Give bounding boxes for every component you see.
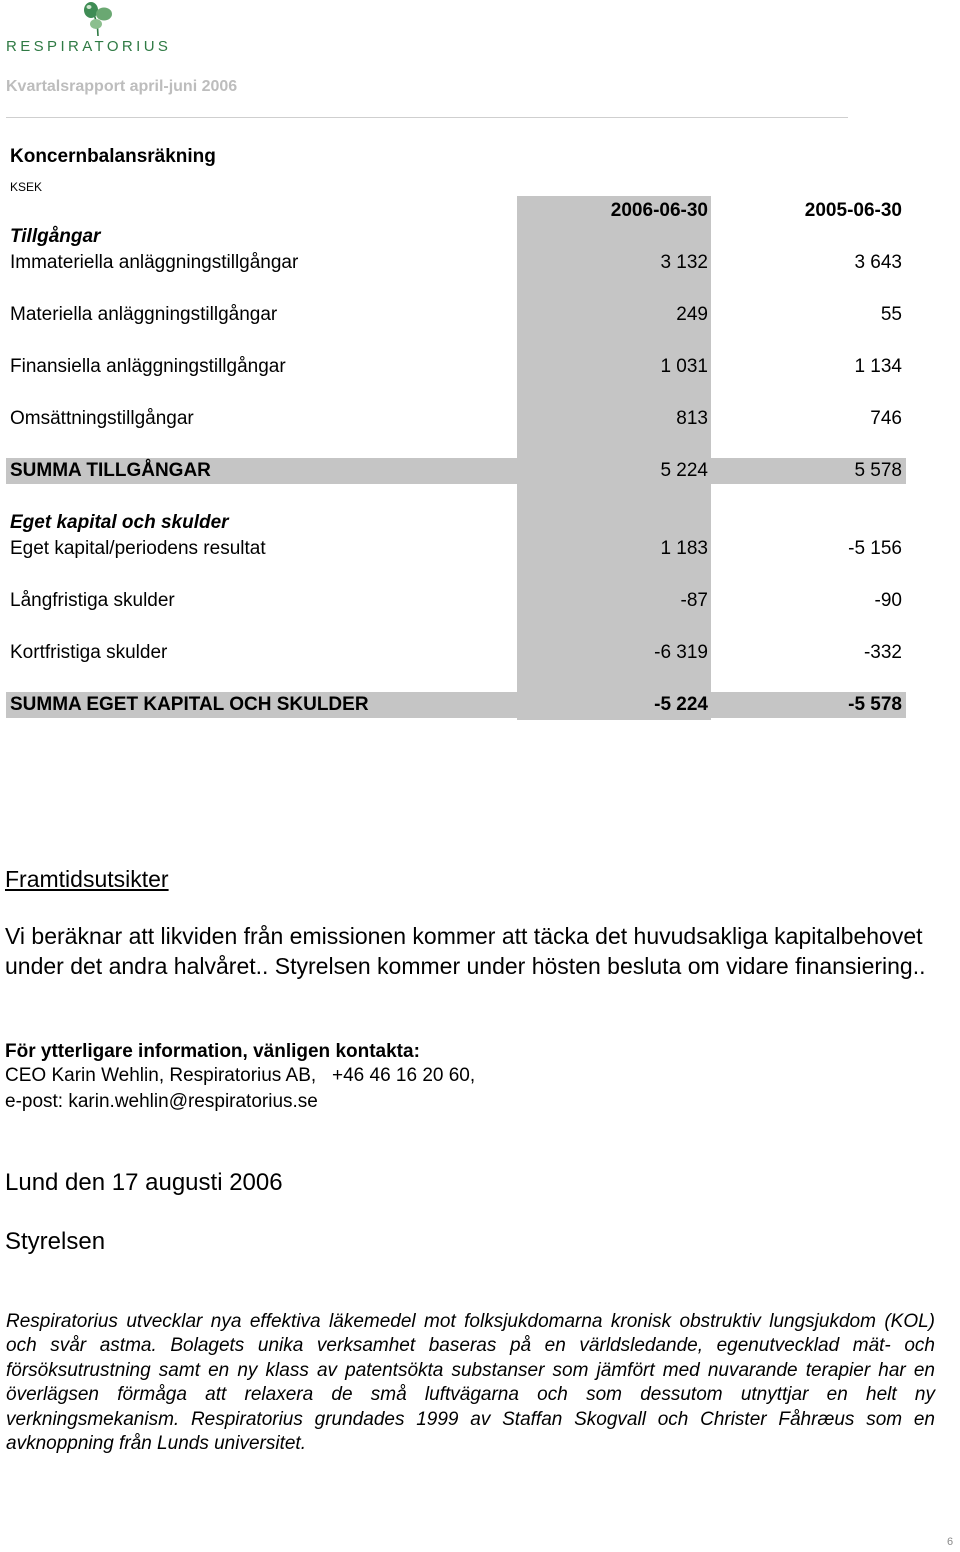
total-equity-liabilities-label: SUMMA EGET KAPITAL OCH SKULDER: [10, 694, 369, 715]
table-cell-2005: -332: [863, 642, 902, 663]
unit-label: KSEK: [10, 180, 43, 194]
table-cell-2005: 1 134: [854, 356, 902, 377]
header-divider: [6, 117, 848, 118]
place-and-date: Lund den 17 augusti 2006: [5, 1169, 283, 1196]
contact-heading: För ytterligare information, vänligen kontakta:: [5, 1041, 420, 1062]
contact-person: CEO Karin Wehlin, Respiratorius AB, +46 46 16 20 60,: [5, 1065, 476, 1086]
table-row-label: Immateriella anläggningstillgångar: [10, 252, 299, 273]
outlook-paragraph: Vi beräknar att likviden från emissionen kommer att täcka det huvudsakliga kapitalbehovet under det andra halvåret.. Styrelsen kommer under hösten besluta om vidare finansiering..: [5, 923, 926, 979]
outlook-heading: Framtidsutsikter: [5, 866, 169, 892]
contact-email: e-post: karin.wehlin@respiratorius.se: [5, 1091, 318, 1112]
brand-name: RESPIRATORIUS: [6, 38, 172, 55]
report-title: Kvartalsrapport april-juni 2006: [6, 78, 238, 95]
page-number: 6: [947, 1536, 954, 1548]
table-cell-2006: 1 031: [660, 356, 708, 377]
balance-sheet-title: Koncernbalansräkning: [10, 146, 216, 167]
total-assets-2006: 5 224: [660, 460, 708, 481]
table-cell-2006: 3 132: [660, 252, 708, 273]
table-cell-2005: -90: [874, 590, 902, 611]
table-row-label: Långfristiga skulder: [10, 590, 175, 611]
table-cell-2005: -5 156: [848, 538, 902, 559]
table-row-label: Finansiella anläggningstillgångar: [10, 356, 286, 377]
table-cell-2006: 813: [676, 408, 708, 429]
respiratorius-logo-icon: [76, 0, 120, 40]
table-row-label: Materiella anläggningstillgångar: [10, 304, 278, 325]
assets-heading: Tillgångar: [10, 226, 101, 247]
total-assets-label: SUMMA TILLGÅNGAR: [10, 460, 211, 481]
total-assets-2005: 5 578: [854, 460, 902, 481]
column-header-2005: 2005-06-30: [804, 200, 902, 221]
table-cell-2005: 55: [880, 304, 902, 325]
total-equity-liabilities-2005: -5 578: [848, 694, 902, 715]
equity-liabilities-heading: Eget kapital och skulder: [10, 512, 229, 533]
total-equity-liabilities-2006: -5 224: [654, 694, 708, 715]
table-cell-2006: 249: [676, 304, 708, 325]
signatory: Styrelsen: [5, 1228, 106, 1255]
table-cell-2006: -6 319: [654, 642, 708, 663]
company-description: Respiratorius utvecklar nya effektiva läkemedel mot folksjukdomarna kronisk obstruktiv lungsjukdom (KOL) och svår astma. Bolagets unika verksamhet baseras på en världsledande, egenutvecklad mät- och försöksutrustning samt en ny klass av patentsökta substanser som jämfört med nuvarande terapier har en överlägsen förmåga att relaxera de små luftvägarna och som dessutom utnyttjar en helt ny verkningsmekanism. Respiratorius grundades 1999 av Staffan Skogvall och Christer Fåhræus som en avknoppning från Lunds universitet.: [6, 1311, 935, 1455]
table-cell-2005: 746: [870, 408, 902, 429]
table-cell-2006: 1 183: [660, 538, 708, 559]
column-header-2006: 2006-06-30: [610, 200, 708, 221]
table-cell-2006: -87: [680, 590, 708, 611]
table-row-label: Kortfristiga skulder: [10, 642, 168, 663]
table-row-label: Eget kapital/periodens resultat: [10, 538, 266, 559]
table-cell-2005: 3 643: [854, 252, 902, 273]
table-row-label: Omsättningstillgångar: [10, 408, 194, 429]
